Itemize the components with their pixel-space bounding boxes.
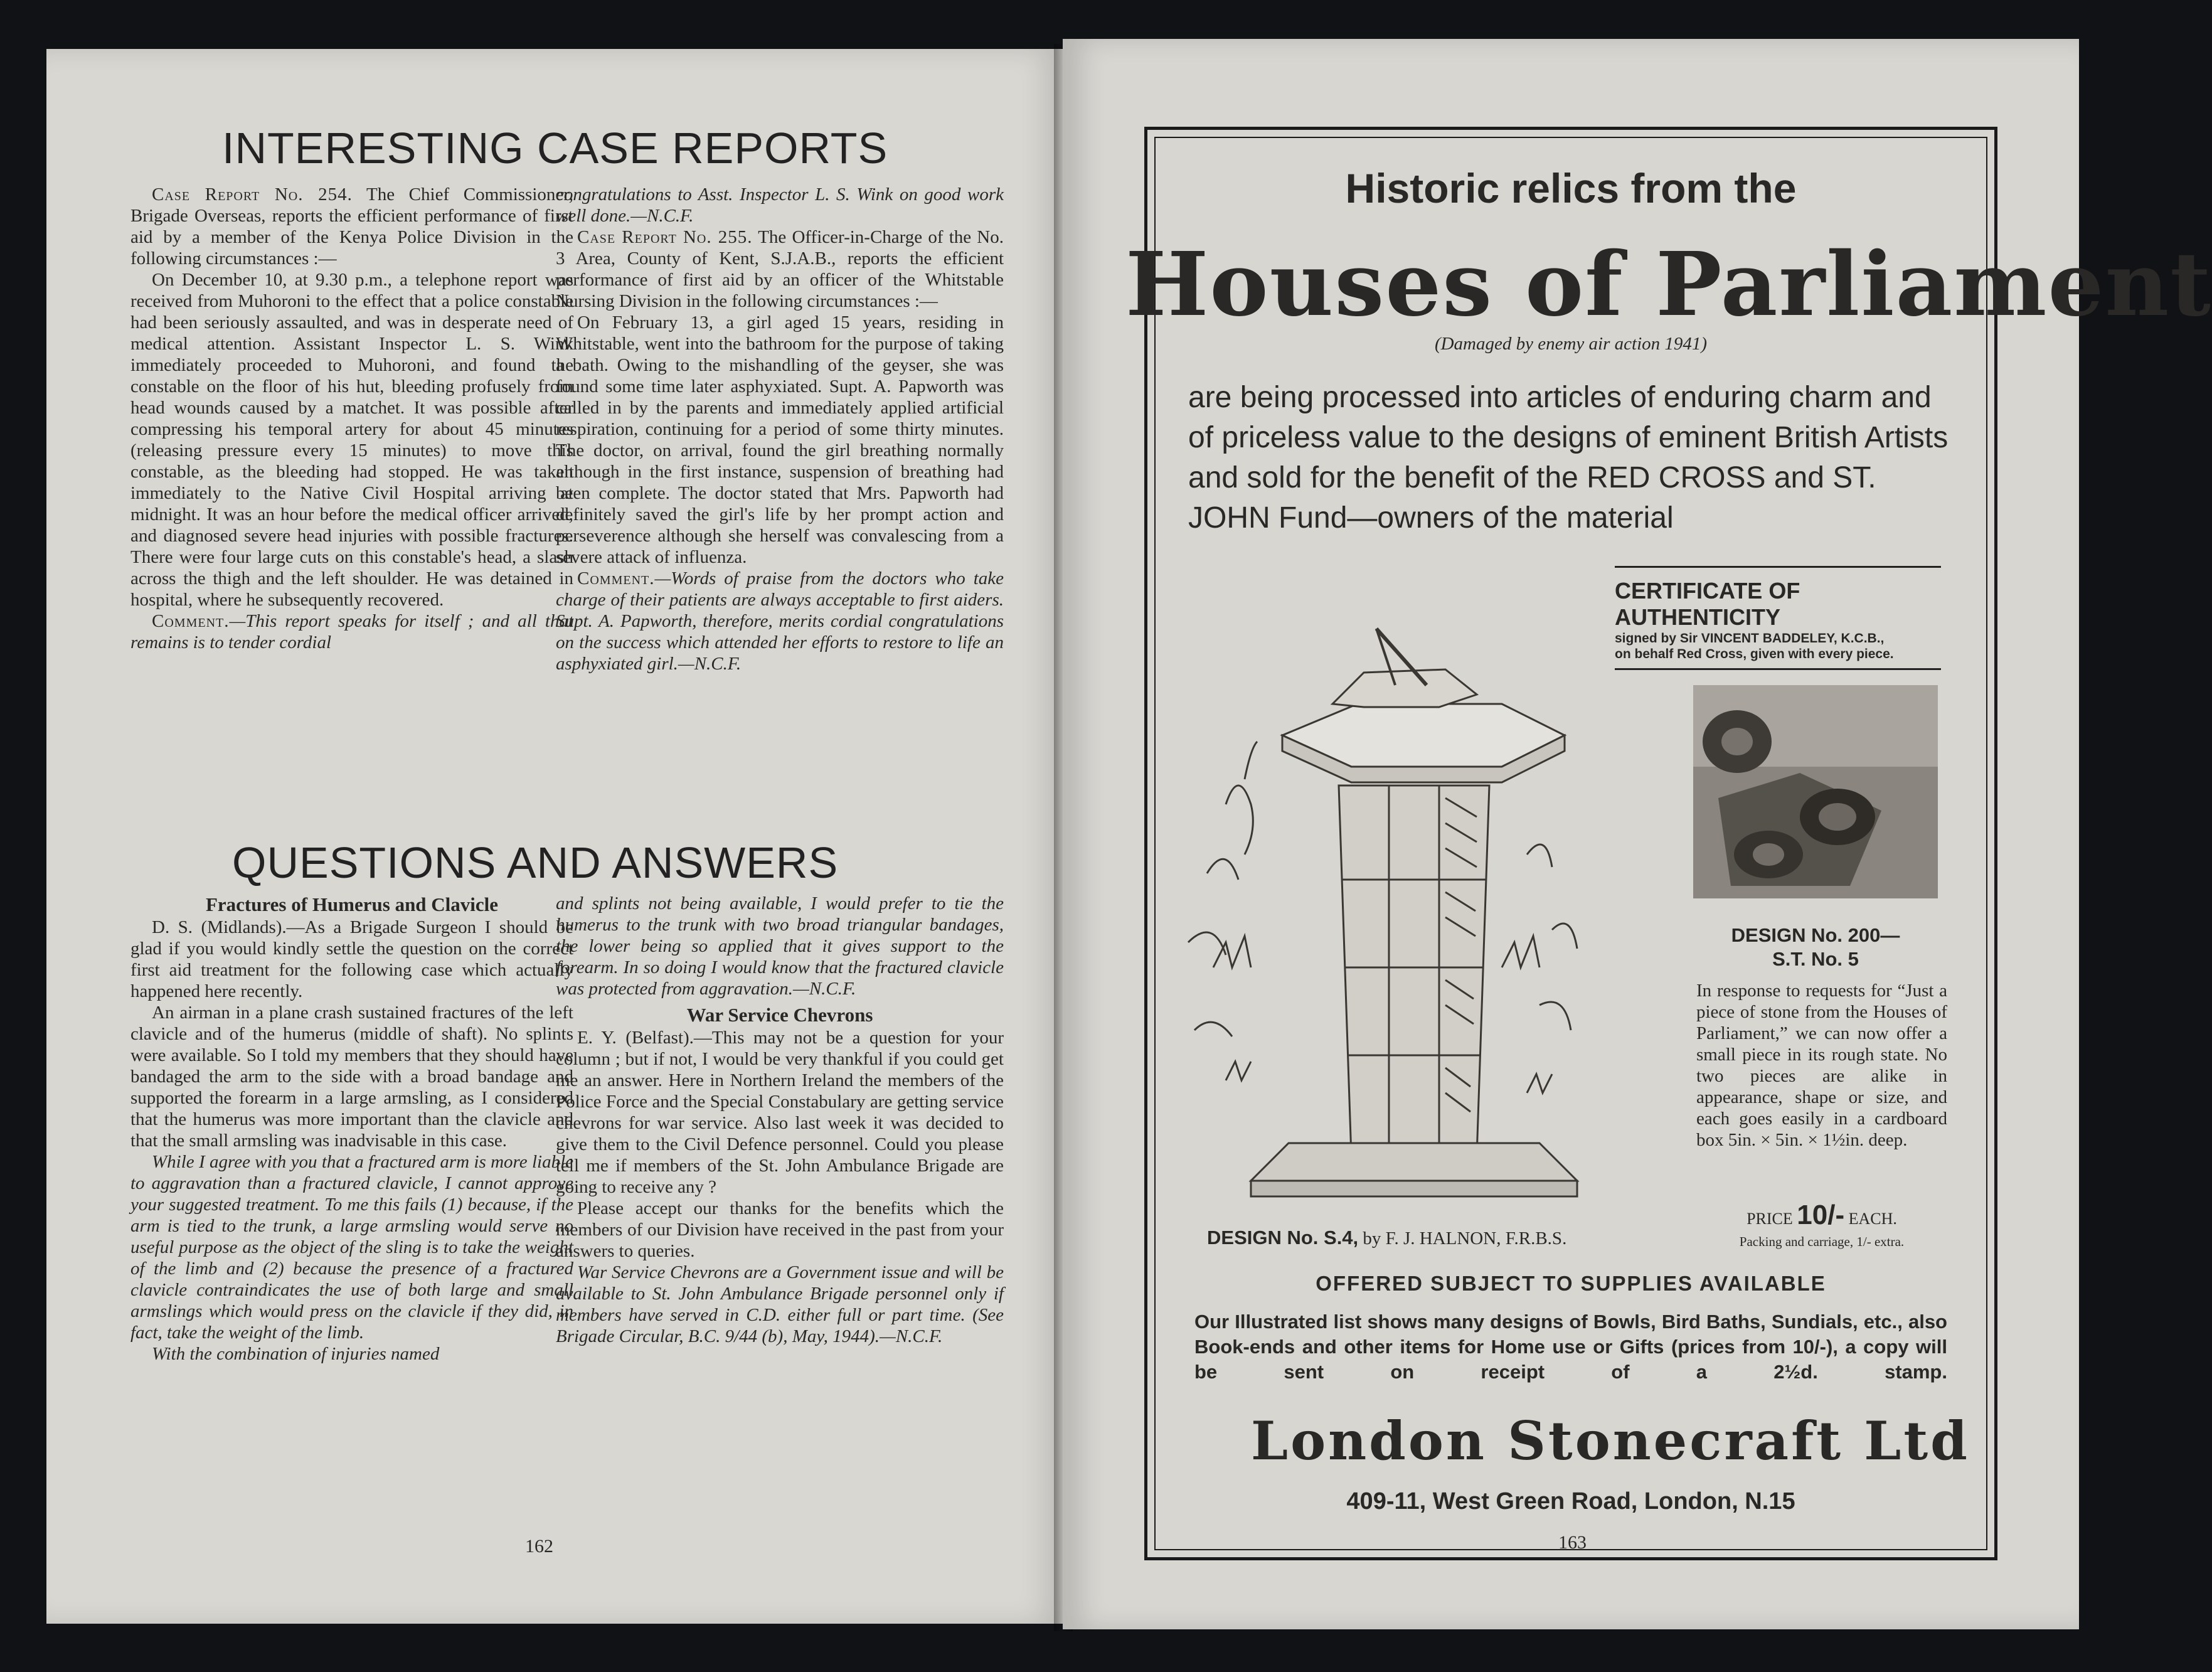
qa-col1-paragraph: An airman in a plane crash sustained fractures of the left clavicle and of the humerus (middle of shaft). No splints were available. So I told my members that they should have bandaged the arm to the side with a broad bandage and supported the forearm in a large armsling, as I considered that the humerus was more important than the clavicle and that the small armsling was inadvisable in this case. (130, 1003, 573, 1151)
catalogue-offer-text: Our Illustrated list shows many designs of Bowls, Bird Baths, Sundials, etc., also Book-ends and other items for Home use or Gifts (prices from 10/-), a copy will be sent on receipt of a 2½d. stamp. (1194, 1311, 1947, 1383)
packing-note: Packing and carriage, 1/- extra. (1739, 1234, 1905, 1249)
stone-piece-photo (1693, 685, 1938, 898)
ad-damage-note: (Damaged by enemy air action 1941) (1434, 334, 1708, 354)
case-col1-paragraph (130, 184, 573, 269)
design-s4-artist: by F. J. HALNON, F.R.B.S. (1363, 1228, 1567, 1249)
qa-subheading-fractures: Fractures of Humerus and Clavicle (205, 893, 499, 915)
case-col1-text: —This report speaks for itself ; and all that remains is to tender cordial (130, 611, 573, 652)
case-col2-text: The Officer-in-Charge of the No. 3 Area, County of Kent, S.J.A.B., reports the efficient performance of first aid by an officer of the Whitstable Nursing Division in the following circumstances :— (556, 227, 1004, 311)
case-col1-paragraph: On December 10, at 9.30 p.m., a telephone report was received from Muhoroni to the effect that a police constable had been seriously assaulted, and was in desperate need of medical attention. Assistant Inspector L. S. Wink immediately proceeded to Muhoroni, and found the constable on the floor of his hut, bleeding profusely from head wounds caused by a matchet. It was possible after compressing his temporal artery for about 45 minutes (releasing pressure every 15 minutes) to move this constable, as the bleeding had stopped. He was taken immediately to the Native Civil Hospital arriving at midnight. It was an hour before the medical officer arrived, and diagnosed severe head injuries with possible fractures. There were four large cuts on this constable's head, a slash across the thigh and the left shoulder. He was detained in hospital, where he subsequently recovered. (130, 270, 573, 610)
case-col2-paragraph (556, 568, 1004, 674)
questions-answers-heading: QUESTIONS AND ANSWERS (232, 838, 839, 887)
page-number-left: 162 (525, 1536, 553, 1557)
certificate-title: CERTIFICATE OF AUTHENTICITY (1615, 578, 1800, 630)
design-s4-label: DESIGN No. S.4, (1207, 1227, 1359, 1249)
case-col1-paragraph (130, 610, 573, 653)
case-col2-paragraph: congratulations to Asst. Inspector L. S. Wink on good work well done.—N.C.F. (556, 184, 1004, 226)
qa-col1-paragraph: D. S. (Midlands).—As a Brigade Surgeon I should be glad if you would kindly settle the question on the correct first aid treatment for the following case which actually happened here recently. (130, 917, 573, 1001)
ad-body-text: are being processed into articles of enduring charm and of priceless value to the designs of eminent British Artists and sold for the benefit of the RED CROSS and ST. JOHN Fund—owners of the material (1188, 381, 1949, 535)
qa-answer-continued: and splints not being available, I would prefer to tie the humerus to the trunk with two broad triangular bandages, the lower being so applied that it gives support to the forearm. In so doing I would know that the fractured clavicle was protected from aggravation.—N.C.F. (556, 893, 1004, 999)
ad-top-title: Historic relics from the (1345, 165, 1797, 211)
page-number-right: 163 (1558, 1532, 1587, 1553)
qa-col2-paragraph: Please accept our thanks for the benefits which the members of our Division have received in the past from your answers to queries. (556, 1198, 1004, 1261)
case-col1-lead: Case Report No. 254. (152, 184, 353, 205)
firm-name: London Stonecraft Ltd (1251, 1410, 1970, 1472)
qa-subheading-chevrons: War Service Chevrons (686, 1004, 873, 1026)
qa-column-1 (130, 893, 573, 1365)
price-line (1690, 1200, 1954, 1231)
case-col1-lead: Comment. (152, 611, 230, 631)
certificate-block (1615, 566, 1941, 670)
qa-col2-paragraph: E. Y. (Belfast).—This may not be a question for your column ; but if not, I would be very thankful if you could get me an answer. Here in Northern Ireland the members of the Police Force and the Special Constabulary are getting service chevrons for war service. Also last week it was decided to give them to the Civil Defence personnel. Could you please tell me if members of the St. John Ambulance Brigade are going to receive any ? (556, 1028, 1004, 1197)
certificate-line-2: on behalf Red Cross, given with every piece. (1615, 647, 1894, 661)
sundial-illustration (1151, 591, 1652, 1206)
price-each: EACH. (1848, 1210, 1897, 1228)
case-reports-heading: INTERESTING CASE REPORTS (222, 124, 888, 173)
case-col2-paragraph: On February 13, a girl aged 15 years, residing in Whitstable, went into the bathroom for the purpose of taking a bath. Owing to the mishandling of the geyser, she was found some time later asphyxiated. Supt. A. Papworth was called in by the parents and immediately applied artificial respiration, continuing for a period of some thirty minutes. The doctor, on arrival, found the girl breathing normally although in the first instance, suspension of breathing had been complete. The doctor stated that Mrs. Papworth had definitely saved the girl's life by her prompt action and perseverence although she herself was convalescing from a severe attack of influenza. (556, 312, 1004, 567)
case-reports-column-1 (130, 184, 573, 653)
right-page (1063, 39, 2212, 1629)
case-col1-text: The Chief Commissioner, Brigade Overseas, reports the efficient performance of first aid by a member of the Kenya Police Division in the following circumstances :— (130, 184, 573, 269)
case-col2-lead: Case Report No. 255. (577, 227, 753, 247)
case-reports-column-2 (556, 184, 1004, 674)
case-col2-lead: Comment. (577, 568, 655, 588)
ad-main-title: Houses of Parliament (1125, 233, 2212, 336)
left-page (46, 49, 1063, 1624)
qa-col1-paragraph: With the combination of injuries named (152, 1344, 440, 1364)
price-value: 10/- (1797, 1200, 1845, 1230)
design-s4-caption (1207, 1227, 1566, 1249)
design-200-line-2: S.T. No. 5 (1772, 948, 1859, 970)
offered-subject-line: OFFERED SUBJECT TO SUPPLIES AVAILABLE (1316, 1272, 1826, 1295)
case-col2-text: —Words of praise from the doctors who take charge of their patients are always acceptable to first aiders. Supt. A. Papworth, therefore, merits cordial congratulations on the success which attended her efforts to restore to life an asphyxiated girl.—N.C.F. (556, 568, 1004, 674)
design-200-heading (1684, 924, 1947, 971)
design-200-description: In response to requests for “Just a piece of stone from the Houses of Parliament,” we can now offer a small piece in its rough state. No two pieces are alike in appearance, shape or size, and each goes easily in a cardboard box 5in. × 5in. × 1½in. deep. (1696, 981, 1947, 1150)
firm-address: 409-11, West Green Road, London, N.15 (1346, 1488, 1795, 1515)
case-col2-paragraph (556, 226, 1004, 312)
price-label: PRICE (1747, 1210, 1793, 1228)
qa-column-2 (556, 893, 1004, 1347)
design-200-line-1: DESIGN No. 200— (1731, 924, 1900, 946)
qa-col1-paragraph: While I agree with you that a fractured arm is more liable to aggravation than a fractured clavicle, I cannot approve your suggested treatment. To me this fails (1) because, if the arm is tied to the trunk, a large armsling would serve no useful purpose as the object of the sling is to take the weight of the limb and (2) because the presence of a fractured clavicle contraindicates the use of both large and small armslings which would press on the clavicle if they did, in fact, take the weight of the limb. (130, 1152, 573, 1343)
qa-col2-paragraph: War Service Chevrons are a Government issue and will be available to St. John Ambulance Brigade personnel only if members have served in C.D. either full or part time. (See Brigade Circular, B.C. 9/44 (b), May, 1944).—N.C.F. (556, 1262, 1004, 1346)
certificate-line-1: signed by Sir VINCENT BADDELEY, K.C.B., (1615, 631, 1885, 646)
